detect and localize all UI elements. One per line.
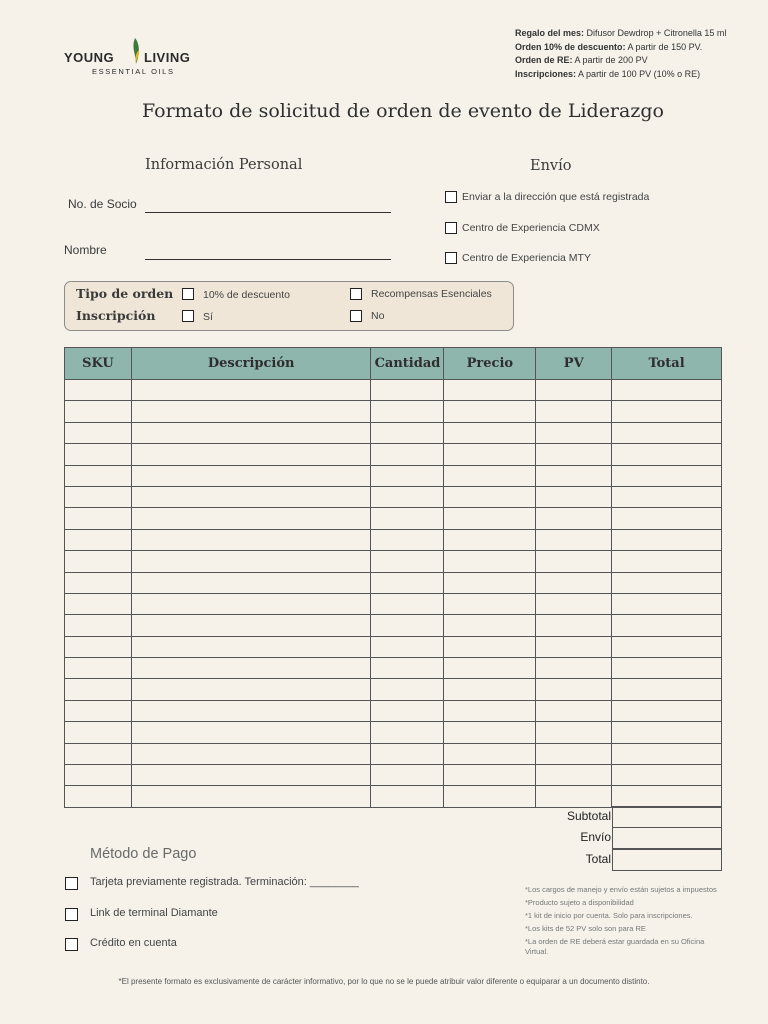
- sku-cell[interactable]: [65, 615, 132, 636]
- pay-card-checkbox[interactable]: [65, 877, 78, 890]
- descripcion-cell[interactable]: [131, 679, 371, 700]
- pv-cell[interactable]: [536, 658, 612, 679]
- promo-info: [515, 27, 726, 81]
- pv-cell[interactable]: [536, 679, 612, 700]
- col-precio: Precio: [444, 348, 536, 380]
- precio-cell[interactable]: [444, 465, 536, 486]
- total-cell[interactable]: [612, 722, 722, 743]
- info-line: Inscripciones: A partir de 100 PV (10% o RE): [515, 68, 701, 79]
- young-living-logo: [64, 34, 204, 78]
- nombre-label: Nombre: [64, 243, 107, 257]
- sku-cell[interactable]: [65, 722, 132, 743]
- col-sku: SKU: [65, 348, 132, 380]
- sku-cell[interactable]: [65, 380, 132, 401]
- precio-cell[interactable]: [444, 593, 536, 614]
- precio-cell[interactable]: [444, 486, 536, 507]
- pay-credit-label: Crédito en cuenta: [90, 937, 177, 949]
- subtotal-row: [540, 806, 722, 827]
- descripcion-cell[interactable]: [131, 572, 371, 593]
- recompensas-checkbox[interactable]: [350, 288, 362, 300]
- sku-cell[interactable]: [65, 529, 132, 550]
- info-line: Regalo del mes: Difusor Dewdrop + Citronella 15 ml: [515, 28, 727, 38]
- note-item: *Los cargos de manejo y envío están sujetos a impuestos: [525, 885, 717, 894]
- precio-cell[interactable]: [444, 422, 536, 443]
- sku-cell[interactable]: [65, 551, 132, 572]
- cantidad-cell[interactable]: [371, 679, 444, 700]
- precio-cell[interactable]: [444, 529, 536, 550]
- col-descripcion: Descripción: [131, 348, 371, 380]
- table-row: [65, 401, 722, 422]
- total-cell[interactable]: [612, 380, 722, 401]
- precio-cell[interactable]: [444, 551, 536, 572]
- precio-cell[interactable]: [444, 401, 536, 422]
- table-row: [65, 636, 722, 657]
- logo-word-living: LIVING: [144, 50, 191, 65]
- table-row: [65, 700, 722, 721]
- total-cell[interactable]: [612, 551, 722, 572]
- precio-cell[interactable]: [444, 615, 536, 636]
- cantidad-cell[interactable]: [371, 658, 444, 679]
- descripcion-cell[interactable]: [131, 529, 371, 550]
- descripcion-cell[interactable]: [131, 636, 371, 657]
- pv-cell[interactable]: [536, 529, 612, 550]
- sku-cell[interactable]: [65, 765, 132, 786]
- table-row: [65, 380, 722, 401]
- footer-disclaimer: *El presente formato es exclusivamente de carácter informativo, por lo que no se le puede atribuir valor diferente o equiparar a un documento distinto.: [118, 977, 650, 986]
- precio-cell[interactable]: [444, 636, 536, 657]
- tipo-orden-label: Tipo de orden: [76, 286, 174, 301]
- descripcion-cell[interactable]: [131, 700, 371, 721]
- cantidad-cell[interactable]: [371, 486, 444, 507]
- descripcion-cell[interactable]: [131, 465, 371, 486]
- si-checkbox[interactable]: [182, 310, 194, 322]
- sku-cell[interactable]: [65, 486, 132, 507]
- total-cell[interactable]: [612, 593, 722, 614]
- envio-heading: Envío: [530, 158, 572, 174]
- pv-cell[interactable]: [536, 380, 612, 401]
- nombre-input[interactable]: [145, 259, 391, 260]
- envio-cdmx-checkbox[interactable]: [445, 222, 457, 234]
- cantidad-cell[interactable]: [371, 743, 444, 764]
- cantidad-cell[interactable]: [371, 593, 444, 614]
- cantidad-cell[interactable]: [371, 722, 444, 743]
- precio-cell[interactable]: [444, 444, 536, 465]
- total-cell[interactable]: [612, 765, 722, 786]
- descripcion-cell[interactable]: [131, 722, 371, 743]
- sku-cell[interactable]: [65, 572, 132, 593]
- pay-card-label: Tarjeta previamente registrada. Terminación: ________: [90, 876, 359, 888]
- socio-input[interactable]: [145, 212, 391, 213]
- envio-registered-checkbox[interactable]: [445, 191, 457, 203]
- logo-subtitle: ESSENTIAL OILS: [92, 67, 175, 76]
- cantidad-cell[interactable]: [371, 529, 444, 550]
- cantidad-cell[interactable]: [371, 508, 444, 529]
- pv-cell[interactable]: [536, 465, 612, 486]
- note-item: *Producto sujeto a disponibilidad: [525, 898, 634, 907]
- info-line: Orden de RE: A partir de 200 PV: [515, 55, 648, 65]
- info-line: Orden 10% de descuento: A partir de 150 PV.: [515, 41, 703, 52]
- total-cell[interactable]: [612, 422, 722, 443]
- sku-cell[interactable]: [65, 465, 132, 486]
- leaf-icon: [128, 34, 144, 64]
- descripcion-cell[interactable]: [131, 786, 371, 807]
- table-row: [65, 486, 722, 507]
- total-cell[interactable]: [612, 636, 722, 657]
- precio-cell[interactable]: [444, 700, 536, 721]
- table-row: [65, 722, 722, 743]
- descuento-checkbox[interactable]: [182, 288, 194, 300]
- sku-cell[interactable]: [65, 444, 132, 465]
- table-header-row: [65, 348, 722, 380]
- descripcion-cell[interactable]: [131, 658, 371, 679]
- pv-cell[interactable]: [536, 572, 612, 593]
- total-cell[interactable]: [612, 615, 722, 636]
- cantidad-cell[interactable]: [371, 401, 444, 422]
- pv-cell[interactable]: [536, 486, 612, 507]
- table-row: [65, 465, 722, 486]
- total-cell[interactable]: [612, 572, 722, 593]
- descuento-label: 10% de descuento: [203, 289, 290, 301]
- precio-cell[interactable]: [444, 722, 536, 743]
- sku-cell[interactable]: [65, 786, 132, 807]
- precio-cell[interactable]: [444, 679, 536, 700]
- sku-cell[interactable]: [65, 636, 132, 657]
- table-row: [65, 422, 722, 443]
- sku-cell[interactable]: [65, 593, 132, 614]
- pv-cell[interactable]: [536, 743, 612, 764]
- table-row: [65, 551, 722, 572]
- sku-cell[interactable]: [65, 658, 132, 679]
- payment-heading: Método de Pago: [90, 846, 197, 862]
- total-label: Total: [585, 851, 611, 866]
- envio-total-label: Envío: [580, 830, 611, 845]
- cantidad-cell[interactable]: [371, 551, 444, 572]
- table-row: [65, 765, 722, 786]
- envio-option-label: Centro de Experiencia CDMX: [462, 222, 600, 234]
- cantidad-cell[interactable]: [371, 615, 444, 636]
- cantidad-cell[interactable]: [371, 700, 444, 721]
- pv-cell[interactable]: [536, 551, 612, 572]
- pv-cell[interactable]: [536, 422, 612, 443]
- order-table: [64, 347, 722, 808]
- col-cantidad: Cantidad: [371, 348, 444, 380]
- inscripcion-label: Inscripción: [76, 308, 156, 323]
- precio-cell[interactable]: [444, 658, 536, 679]
- precio-cell[interactable]: [444, 508, 536, 529]
- precio-cell[interactable]: [444, 765, 536, 786]
- sku-cell[interactable]: [65, 679, 132, 700]
- pv-cell[interactable]: [536, 615, 612, 636]
- total-cell[interactable]: [612, 508, 722, 529]
- sku-cell[interactable]: [65, 508, 132, 529]
- table-row: [65, 593, 722, 614]
- envio-total-field[interactable]: [612, 827, 722, 849]
- descripcion-cell[interactable]: [131, 508, 371, 529]
- descripcion-cell[interactable]: [131, 593, 371, 614]
- descripcion-cell[interactable]: [131, 765, 371, 786]
- descripcion-cell[interactable]: [131, 615, 371, 636]
- table-row: [65, 444, 722, 465]
- sku-cell[interactable]: [65, 401, 132, 422]
- table-row: [65, 743, 722, 764]
- total-cell[interactable]: [612, 700, 722, 721]
- precio-cell[interactable]: [444, 743, 536, 764]
- table-row: [65, 529, 722, 550]
- sku-cell[interactable]: [65, 743, 132, 764]
- total-cell[interactable]: [612, 529, 722, 550]
- pv-cell[interactable]: [536, 593, 612, 614]
- table-row: [65, 679, 722, 700]
- subtotal-label: Subtotal: [566, 809, 611, 823]
- descripcion-cell[interactable]: [131, 743, 371, 764]
- envio-option-label: Enviar a la dirección que está registrada: [462, 191, 650, 203]
- total-cell[interactable]: [612, 679, 722, 700]
- precio-cell[interactable]: [444, 572, 536, 593]
- table-row: [65, 572, 722, 593]
- envio-total-row: [540, 827, 722, 848]
- descripcion-cell[interactable]: [131, 551, 371, 572]
- pv-cell[interactable]: [536, 786, 612, 807]
- cantidad-cell[interactable]: [371, 765, 444, 786]
- descripcion-cell[interactable]: [131, 422, 371, 443]
- pv-cell[interactable]: [536, 700, 612, 721]
- table-row: [65, 658, 722, 679]
- table-row: [65, 786, 722, 807]
- cantidad-cell[interactable]: [371, 380, 444, 401]
- total-cell[interactable]: [612, 401, 722, 422]
- si-label: Sí: [203, 311, 213, 323]
- precio-cell[interactable]: [444, 380, 536, 401]
- total-cell[interactable]: [612, 444, 722, 465]
- envio-option-label: Centro de Experiencia MTY: [462, 252, 591, 264]
- descripcion-cell[interactable]: [131, 444, 371, 465]
- cantidad-cell[interactable]: [371, 786, 444, 807]
- total-row: [540, 849, 722, 870]
- pv-cell[interactable]: [536, 508, 612, 529]
- pay-link-label: Link de terminal Diamante: [90, 907, 218, 919]
- total-cell[interactable]: [612, 465, 722, 486]
- notes-list: [525, 885, 725, 960]
- descripcion-cell[interactable]: [131, 380, 371, 401]
- pv-cell[interactable]: [536, 401, 612, 422]
- cantidad-cell[interactable]: [371, 422, 444, 443]
- cantidad-cell[interactable]: [371, 465, 444, 486]
- pay-credit-checkbox[interactable]: [65, 938, 78, 951]
- note-item: *La orden de RE deberá estar guardada en su Oficina Virtual.: [525, 937, 705, 956]
- col-pv: PV: [536, 348, 612, 380]
- cantidad-cell[interactable]: [371, 572, 444, 593]
- total-field[interactable]: [612, 849, 722, 871]
- note-item: *1 kit de inicio por cuenta. Solo para inscripciones.: [525, 911, 693, 920]
- subtotal-field[interactable]: [612, 806, 722, 828]
- pv-cell[interactable]: [536, 765, 612, 786]
- total-cell[interactable]: [612, 658, 722, 679]
- cantidad-cell[interactable]: [371, 444, 444, 465]
- total-cell[interactable]: [612, 743, 722, 764]
- col-total: Total: [612, 348, 722, 380]
- total-cell[interactable]: [612, 786, 722, 807]
- descripcion-cell[interactable]: [131, 486, 371, 507]
- descripcion-cell[interactable]: [131, 401, 371, 422]
- no-label: No: [371, 310, 385, 322]
- page-title: Formato de solicitud de orden de evento de Liderazgo: [142, 100, 664, 122]
- total-cell[interactable]: [612, 486, 722, 507]
- sku-cell[interactable]: [65, 422, 132, 443]
- personal-info-heading: Información Personal: [145, 157, 303, 173]
- pay-link-checkbox[interactable]: [65, 908, 78, 921]
- sku-cell[interactable]: [65, 700, 132, 721]
- pv-cell[interactable]: [536, 636, 612, 657]
- envio-mty-checkbox[interactable]: [445, 252, 457, 264]
- socio-label: No. de Socio: [68, 197, 137, 211]
- pv-cell[interactable]: [536, 444, 612, 465]
- totals-block: [540, 806, 722, 870]
- precio-cell[interactable]: [444, 786, 536, 807]
- table-row: [65, 615, 722, 636]
- table-row: [65, 508, 722, 529]
- logo-word-young: YOUNG: [64, 50, 115, 65]
- note-item: *Los kits de 52 PV solo son para RE: [525, 924, 646, 933]
- recompensas-label: Recompensas Esenciales: [371, 288, 492, 300]
- cantidad-cell[interactable]: [371, 636, 444, 657]
- no-checkbox[interactable]: [350, 310, 362, 322]
- pv-cell[interactable]: [536, 722, 612, 743]
